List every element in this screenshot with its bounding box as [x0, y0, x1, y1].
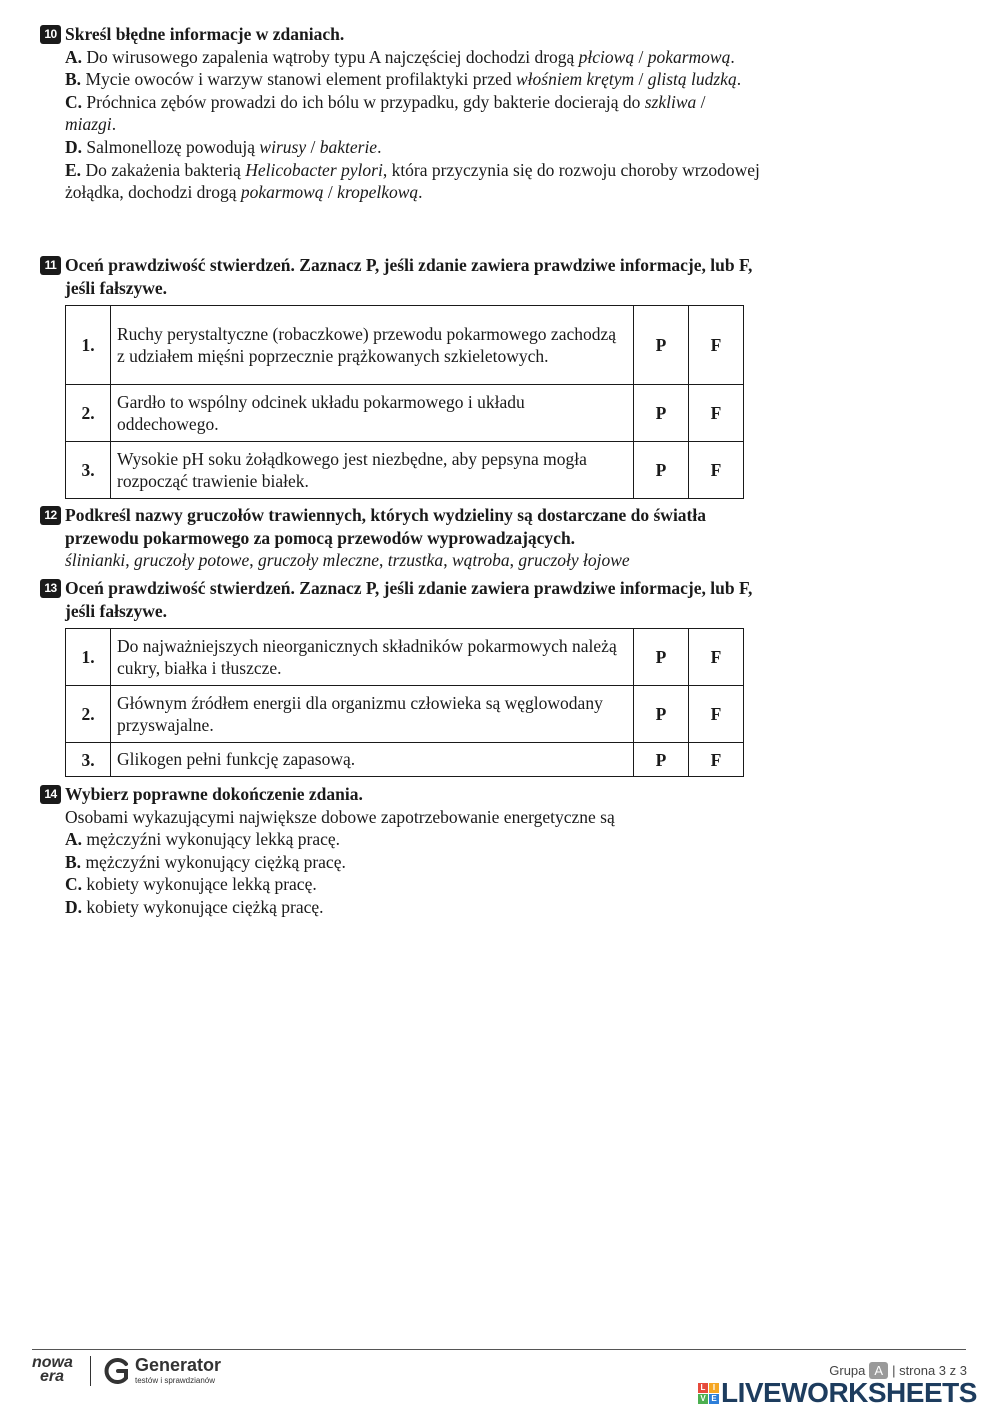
f-option[interactable]: F [689, 686, 744, 743]
gland-option[interactable]: gruczoły mleczne [257, 550, 379, 571]
question-number-badge: 13 [40, 579, 61, 598]
q10-item-e: E. Do zakażenia bakterią Helicobacter pylori, która przyczynia się do rozwoju choroby wrzodowej żołądka, dochodzi drogą pokarmową / kropelkową. [65, 159, 760, 203]
q10-b-option-2[interactable]: glistą ludzką [647, 69, 737, 90]
question-10 [40, 23, 760, 204]
question-14-header [40, 783, 760, 806]
answer-option[interactable]: B. mężczyźni wykonujący ciężką pracę. [65, 851, 346, 872]
question-13-header [40, 577, 760, 622]
q10-c-option-2[interactable]: miazgi [65, 114, 112, 135]
gland-option[interactable]: gruczoły potowe [134, 550, 250, 571]
true-false-table [65, 628, 744, 777]
question-11 [40, 254, 760, 499]
q10-item-a: A. Do wirusowego zapalenia wątroby typu A najczęściej dochodzi drogą płciową / pokarmową. [65, 46, 735, 67]
liveworksheets-logo: L I V E LIVEWORKSHEETS [698, 1378, 977, 1408]
question-14-stem: Osobami wykazującymi największe dobowe zapotrzebowanie energetyczne są [65, 806, 615, 827]
answer-option[interactable]: D. kobiety wykonujące ciężką pracę. [65, 896, 324, 917]
question-number-badge: 12 [40, 506, 61, 525]
q10-a-option-2[interactable]: pokarmową [647, 46, 731, 67]
q10-c-option-1[interactable]: szkliwa [644, 91, 697, 112]
question-11-header [40, 254, 760, 299]
question-12-header [40, 504, 760, 549]
q10-item-c: C. Próchnica zębów prowadzi do ich bólu w przypadku, gdy bakterie docierają do szkliwa / miazgi. [65, 91, 706, 135]
q10-e-option-1[interactable]: pokarmową [240, 182, 324, 203]
question-14 [40, 783, 760, 919]
question-13-title: Oceń prawdziwość stwierdzeń. Zaznacz P, jeśli zdanie zawiera prawdziwe informacje, lub F, jeśli fałszywe. [65, 578, 753, 621]
table-row: 3. Wysokie pH soku żołądkowego jest niezbędne, aby pepsyna mogła rozpocząć trawienie białek. P F [66, 442, 744, 499]
p-option[interactable]: P [634, 442, 689, 499]
table-row: 3. Glikogen pełni funkcję zapasową. P F [66, 743, 744, 777]
group-page-info: Grupa A | strona 3 z 3 [829, 1363, 967, 1378]
question-number-badge: 11 [40, 256, 61, 275]
answer-option[interactable]: A. mężczyźni wykonujący lekką pracę. [65, 829, 341, 850]
question-11-title: Oceń prawdziwość stwierdzeń. Zaznacz P, jeśli zdanie zawiera prawdziwe informacje, lub F, jeśli fałszywe. [65, 255, 753, 298]
table-row: 1. Do najważniejszych nieorganicznych składników pokarmowych należą cukry, białka i tłuszcze. P F [66, 629, 744, 686]
true-false-table [65, 305, 744, 499]
generator-subtitle: testów i sprawdzianów [135, 1376, 216, 1385]
question-12 [40, 504, 760, 572]
question-number-badge: 14 [40, 785, 61, 804]
gland-option[interactable]: ślinianki [65, 550, 126, 571]
table-row: 2. Głównym źródłem energii dla organizmu człowieka są węglowodany przyswajalne. P F [66, 686, 744, 743]
footer-divider [32, 1349, 966, 1350]
answer-option[interactable]: C. kobiety wykonujące lekką pracę. [65, 874, 317, 895]
gland-option[interactable]: trzustka [387, 550, 444, 571]
p-option[interactable]: P [634, 306, 689, 385]
question-12-title: Podkreśl nazwy gruczołów trawiennych, których wydzieliny są dostarczane do światła przewodu pokarmowego za pomocą przewodów wyprowadzających. [65, 505, 706, 548]
p-option[interactable]: P [634, 385, 689, 442]
gland-option[interactable]: gruczoły łojowe [518, 550, 630, 571]
f-option[interactable]: F [689, 306, 744, 385]
q10-e-option-2[interactable]: kropelkową [337, 182, 419, 203]
f-option[interactable]: F [689, 629, 744, 686]
f-option[interactable]: F [689, 385, 744, 442]
q10-item-d: D. Salmonellozę powodują wirusy / bakterie. [65, 136, 382, 157]
group-badge: A [869, 1362, 888, 1379]
q10-a-option-1[interactable]: płciową [578, 46, 635, 67]
logo-separator [90, 1356, 91, 1386]
question-number-badge: 10 [40, 25, 61, 44]
p-option[interactable]: P [634, 629, 689, 686]
p-option[interactable]: P [634, 743, 689, 777]
question-10-header [40, 23, 760, 46]
gland-options: ślinianki, gruczoły potowe, gruczoły mleczne, trzustka, wątroba, gruczoły łojowe [65, 550, 630, 571]
generator-title: Generator [135, 1355, 222, 1375]
table-row: 1. Ruchy perystaltyczne (robaczkowe) przewodu pokarmowego zachodzą z udziałem mięśni poprzecznie prążkowanych szkieletowych. P F [66, 306, 744, 385]
p-option[interactable]: P [634, 686, 689, 743]
liveworksheets-icon: L I V E [698, 1383, 719, 1404]
q10-d-option-2[interactable]: bakterie [319, 136, 378, 157]
q10-b-option-1[interactable]: włośniem krętym [516, 69, 635, 90]
q10-item-b: B. Mycie owoców i warzyw stanowi element profilaktyki przed włośniem krętym / glistą ludzką. [65, 69, 742, 90]
nowa-era-logo: nowa era [32, 1354, 73, 1385]
q10-d-option-1[interactable]: wirusy [259, 136, 307, 157]
table-row: 2. Gardło to wspólny odcinek układu pokarmowego i układu oddechowego. P F [66, 385, 744, 442]
question-14-title: Wybierz poprawne dokończenie zdania. [65, 784, 363, 804]
f-option[interactable]: F [689, 743, 744, 777]
question-13 [40, 577, 760, 777]
gland-option[interactable]: wątroba [451, 550, 510, 571]
question-10-title: Skreśl błędne informacje w zdaniach. [65, 24, 345, 44]
f-option[interactable]: F [689, 442, 744, 499]
